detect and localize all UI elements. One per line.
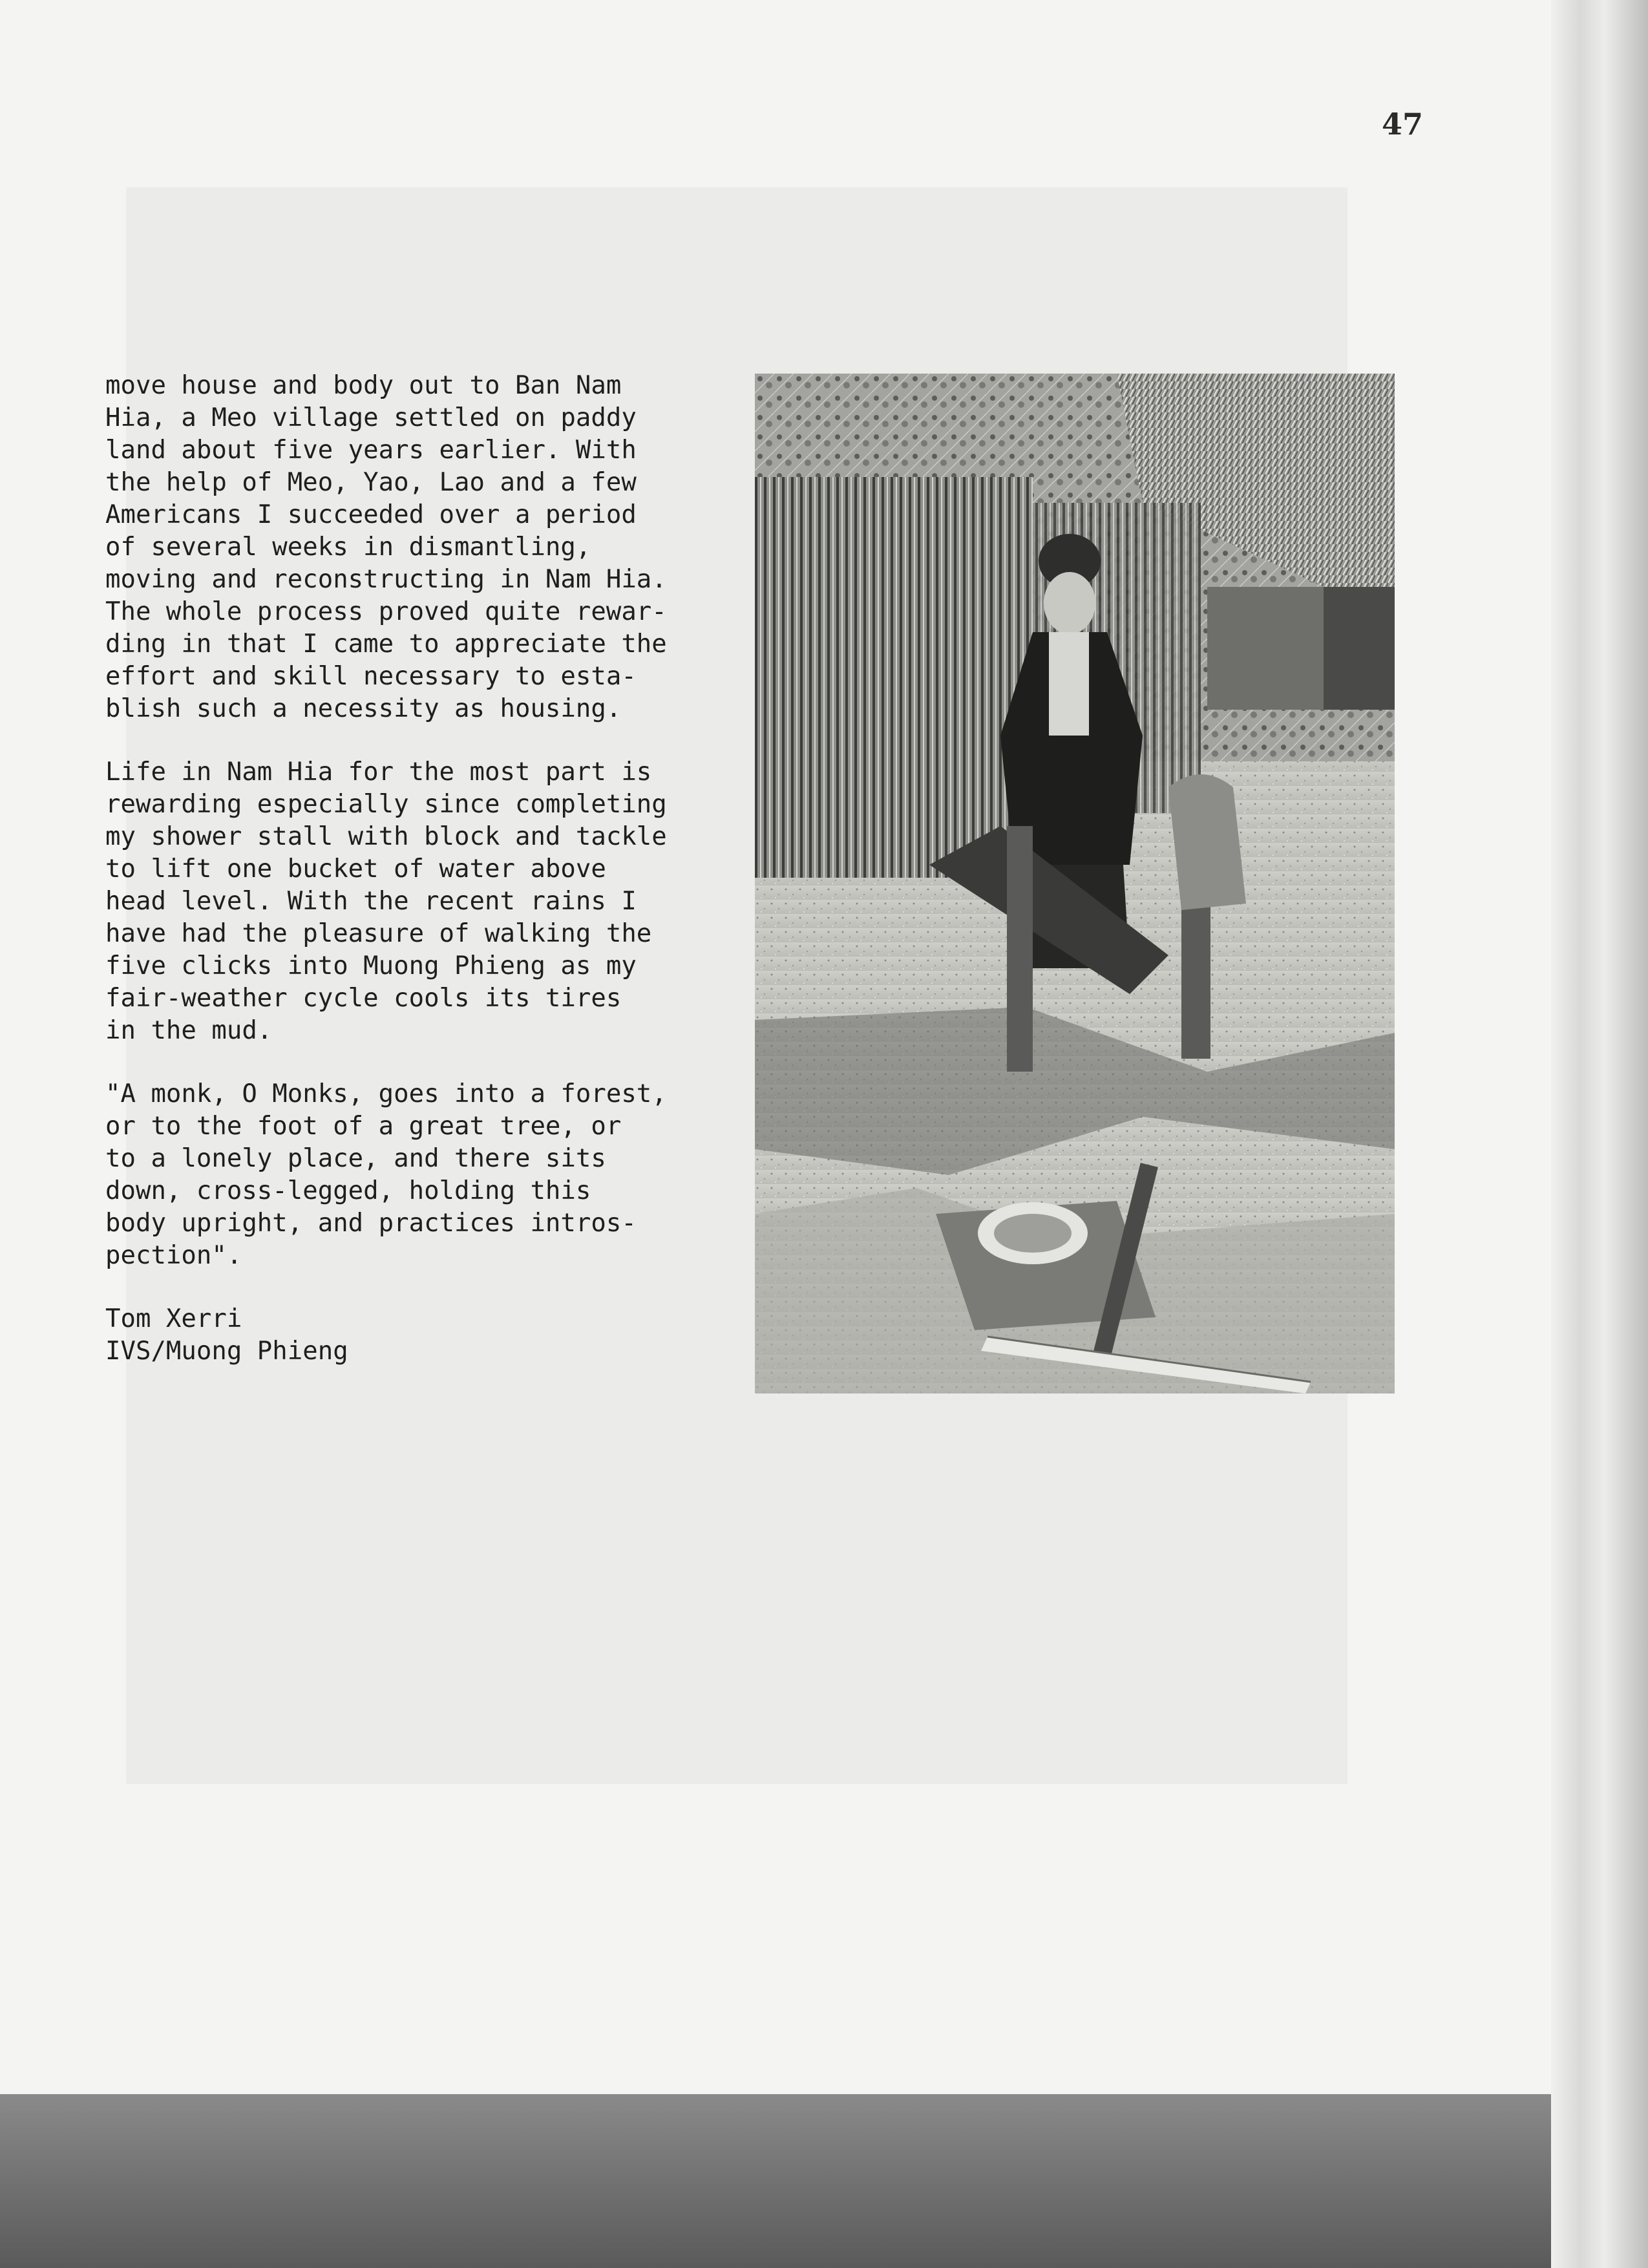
village-photograph — [755, 374, 1395, 1394]
text-line: my shower stall with block and tackle — [105, 822, 667, 851]
text-line: The whole process proved quite rewar- — [105, 597, 667, 626]
signature-block — [105, 1303, 752, 1368]
author-affiliation: IVS/Muong Phieng — [105, 1337, 348, 1366]
text-line: Life in Nam Hia for the most part is — [105, 758, 652, 787]
text-line: in the mud. — [105, 1016, 273, 1045]
text-line: have had the pleasure of walking the — [105, 919, 652, 948]
text-line: head level. With the recent rains I — [105, 887, 637, 916]
text-line: rewarding especially since completing — [105, 790, 667, 819]
paragraph-3-quote — [105, 1078, 752, 1272]
author-name: Tom Xerri — [105, 1304, 242, 1333]
text-line: down, cross-legged, holding this — [105, 1176, 591, 1205]
text-line: the help of Meo, Yao, Lao and a few — [105, 468, 637, 497]
text-line: to lift one bucket of water above — [105, 854, 606, 884]
text-line: Hia, a Meo village settled on paddy — [105, 403, 637, 432]
text-line: moving and reconstructing in Nam Hia. — [105, 565, 667, 594]
text-line: to a lonely place, and there sits — [105, 1144, 606, 1173]
text-line: pection". — [105, 1241, 242, 1270]
text-line: fair-weather cycle cools its tires — [105, 984, 622, 1013]
article-text — [105, 370, 752, 1368]
text-line: body upright, and practices intros- — [105, 1209, 637, 1238]
text-line: effort and skill necessary to esta- — [105, 662, 637, 691]
scan-background — [0, 2094, 1551, 2268]
text-line: "A monk, O Monks, goes into a forest, — [105, 1079, 667, 1108]
text-line: blish such a necessity as housing. — [105, 694, 622, 723]
text-line: five clicks into Muong Phieng as my — [105, 951, 637, 980]
text-line: land about five years earlier. With — [105, 436, 637, 465]
text-line: of several weeks in dismantling, — [105, 533, 591, 562]
text-line: Americans I succeeded over a period — [105, 500, 637, 529]
photo-illustration — [755, 374, 1395, 1394]
page-number: 47 — [1382, 107, 1424, 142]
text-line: move house and body out to Ban Nam — [105, 371, 622, 400]
text-line: or to the foot of a great tree, or — [105, 1112, 622, 1141]
text-line: ding in that I came to appreciate the — [105, 630, 667, 659]
paragraph-1 — [105, 370, 752, 725]
page-edge — [1551, 0, 1648, 2268]
paragraph-2 — [105, 756, 752, 1047]
